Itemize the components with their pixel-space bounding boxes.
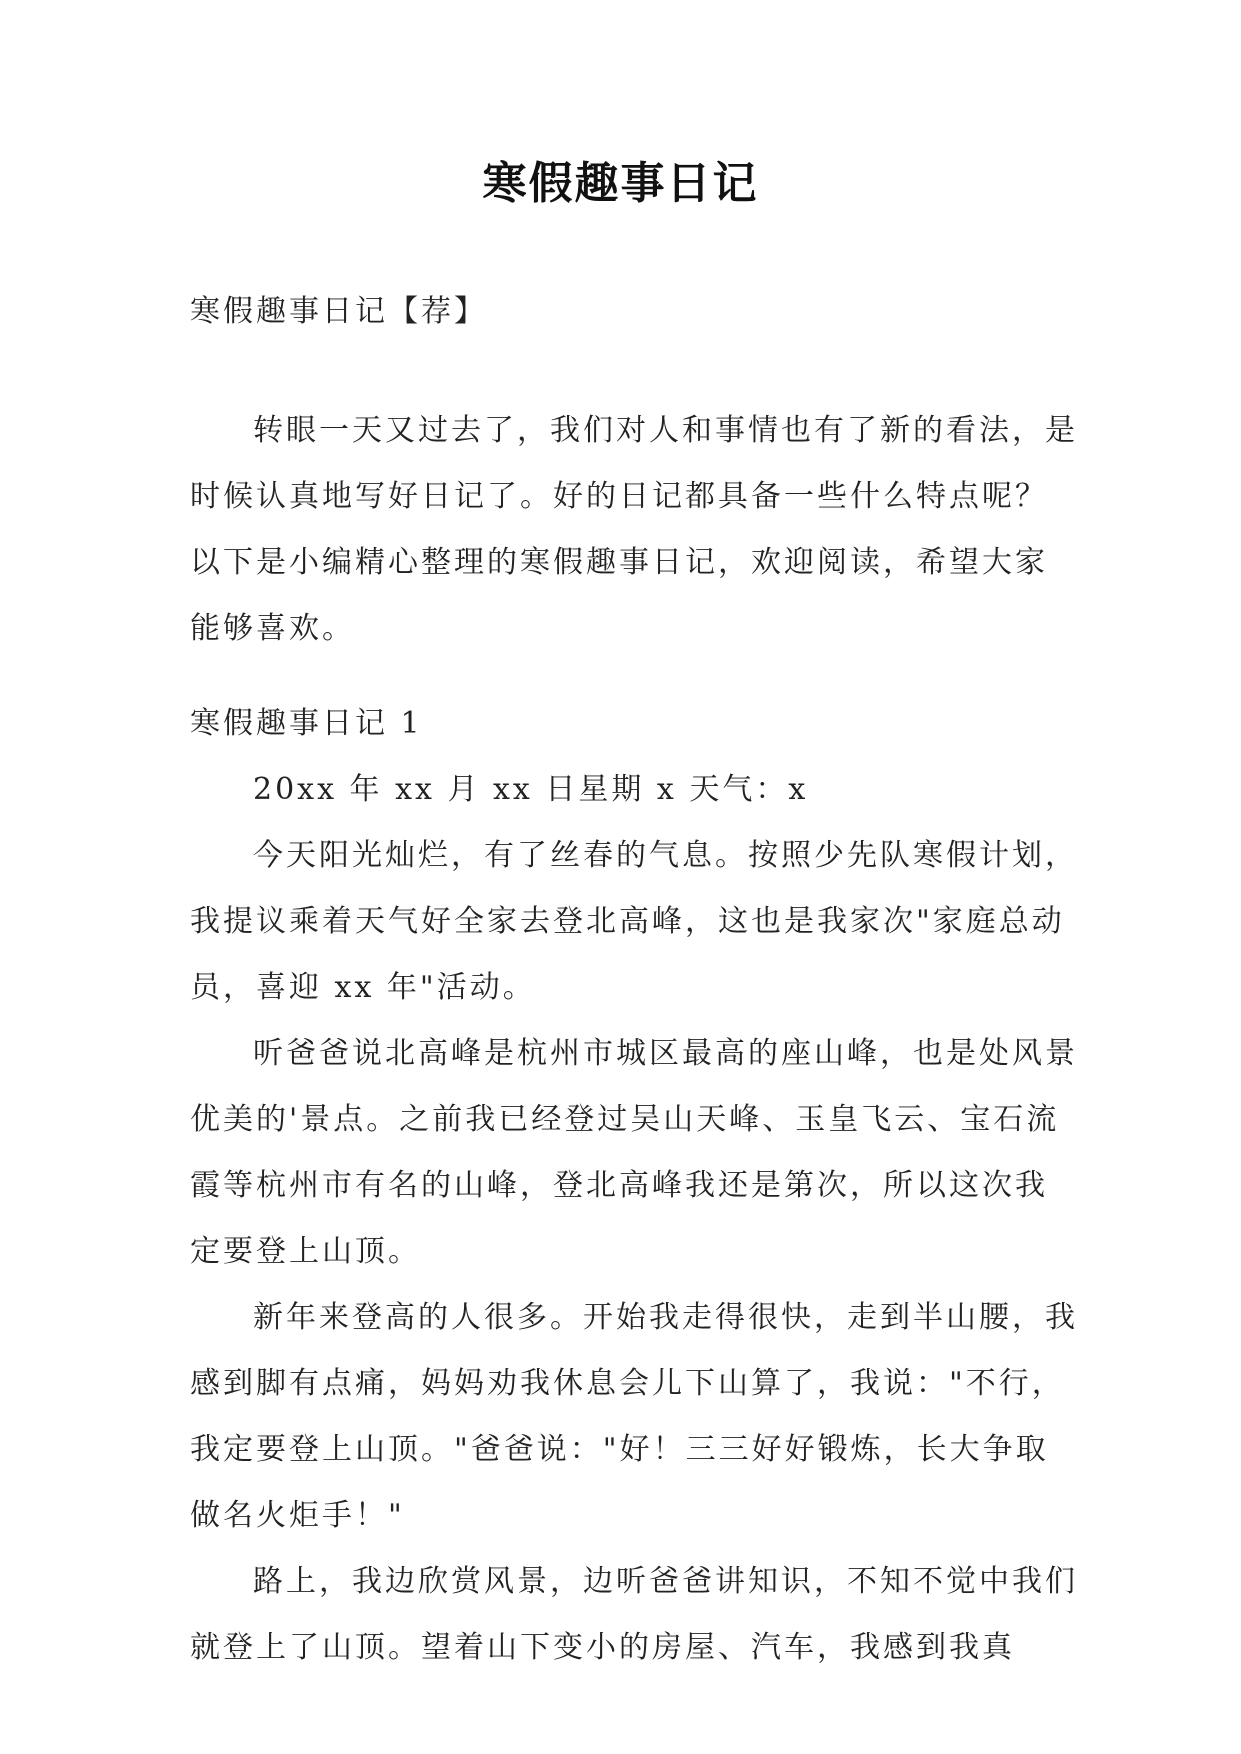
entry-paragraph: 新年来登高的人很多。开始我走得很快，走到半山腰，我感到脚有点痛，妈妈劝我休息会儿下山算了，我说："不行，我定要登上山顶。"爸爸说："好！三三好好锻炼，长大争取做名火炬手！": [190, 1300, 1078, 1533]
entry-date-line: 20xx 年 xx 月 xx 日星期 x 天气：x: [253, 772, 809, 807]
entry-paragraph: 今天阳光灿烂，有了丝春的气息。按照少先队寒假计划，我提议乘着天气好全家去登北高峰，这也是我家次"家庭总动员，喜迎 xx 年"活动。: [190, 838, 1078, 1005]
entry-paragraph: 听爸爸说北高峰是杭州市城区最高的座山峰，也是处风景优美的'景点。之前我已经登过吴山天峰、玉皇飞云、宝石流霞等杭州市有名的山峰，登北高峰我还是第次，所以这次我定要登上山顶。: [190, 1036, 1078, 1269]
intro-paragraph: 转眼一天又过去了，我们对人和事情也有了新的看法，是时候认真地写好日记了。好的日记都具备一些什么特点呢？以下是小编精心整理的寒假趣事日记，欢迎阅读，希望大家能够喜欢。: [190, 413, 1078, 646]
document-title: 寒假趣事日记: [482, 158, 759, 209]
entry-paragraph: 路上，我边欣赏风景，边听爸爸讲知识，不知不觉中我们就登上了山顶。望着山下变小的房屋、汽车，我感到我真: [190, 1564, 1078, 1665]
document-subtitle: 寒假趣事日记【荐】: [190, 294, 487, 329]
entry-section: [190, 757, 1080, 1681]
entry-heading: 寒假趣事日记 1: [190, 706, 423, 741]
intro-section: [190, 398, 1080, 662]
